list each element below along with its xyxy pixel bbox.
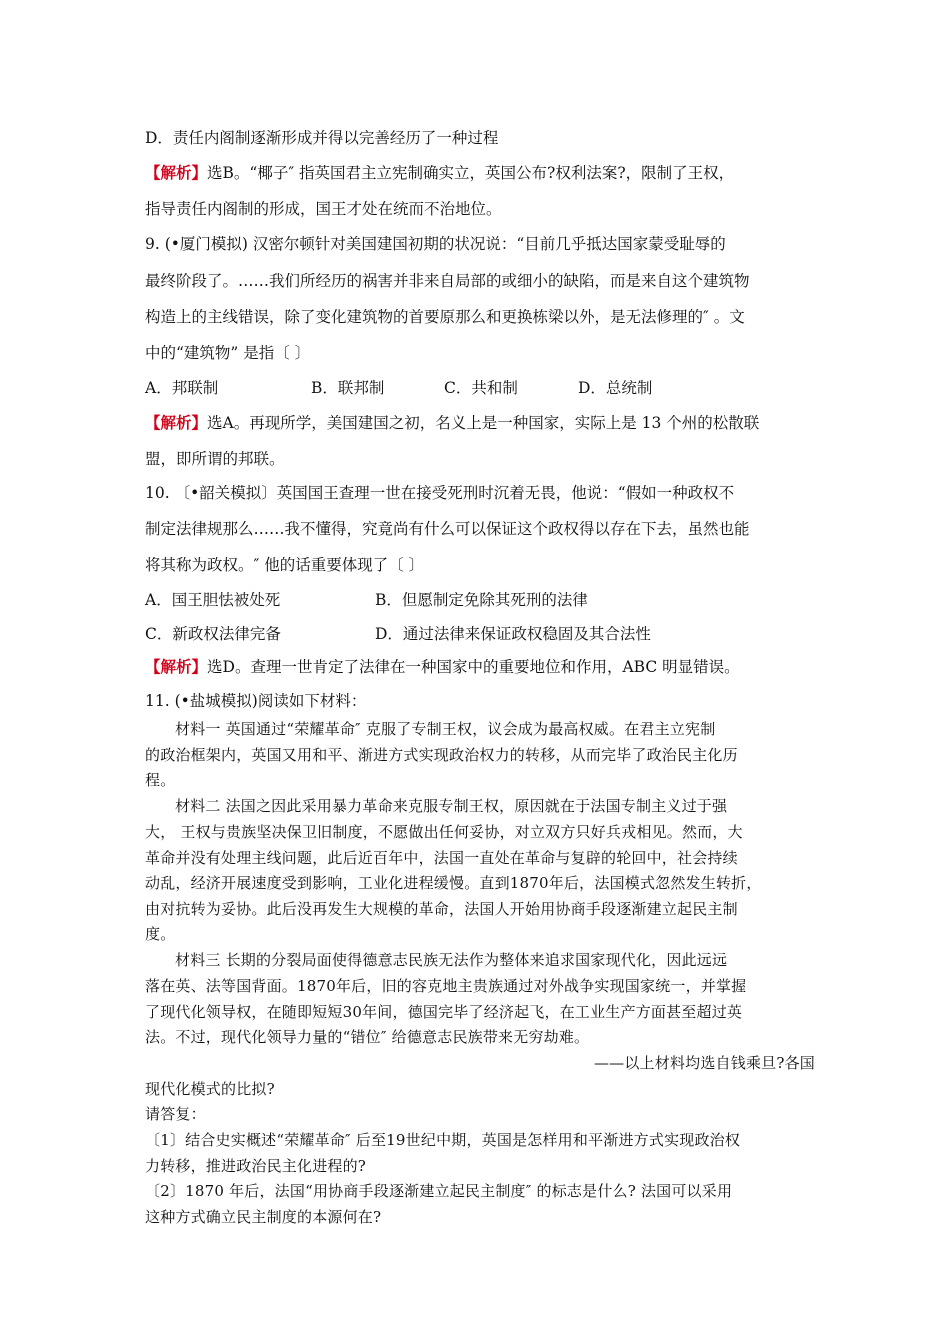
q11-stem: 11. (•盐城模拟)阅读如下材料：	[145, 692, 367, 710]
q9-stem-line1: 9. (•厦门模拟) 汉密尔顿针对美国建国初期的状况说：“目前几乎抵达国家蒙受耻辱的	[145, 235, 726, 253]
answer-tag: 【解析】	[145, 413, 208, 432]
sub-question-2-line1: 〔2〕1870 年后，法国“用协商手段逐渐建立起民主制度″ 的标志是什么? 法国可以采用	[145, 1182, 733, 1200]
sub-question-2-line2: 这种方式确立民主制度的本源何在?	[145, 1208, 382, 1226]
material-2-line5: 由对抗转为妥协。此后没再发生大规模的革命，法国人开始用协商手段逐渐建立起民主制	[145, 900, 738, 918]
q9-option-b: B．联邦制	[311, 379, 385, 397]
question-prompt: 请答复：	[145, 1105, 206, 1123]
answer-text: 选B。“椰子″ 指英国君主立宪制确实立，英国公布?权利法案?，限制了王权，	[207, 164, 735, 182]
q9-answer	[145, 413, 759, 433]
q9-option-a: A．邦联制	[145, 379, 219, 397]
q8-option-d: D．责任内阁制逐渐形成并得以完善经历了一种过程	[145, 129, 499, 147]
q9-stem-line4: 中的“建筑物” 是指〔 〕	[145, 344, 311, 362]
material-1-line2: 的政治框架内，英国又用和平、渐进方式实现政治权力的转移，从而完毕了政治民主化历	[145, 746, 738, 764]
material-3-line2: 落在英、法等国背面。1870年后，旧的容克地主贵族通过对外战争实现国家统一，并掌握	[145, 977, 747, 995]
material-1-line3: 程。	[145, 771, 176, 789]
q10-option-c: C．新政权法律完备	[145, 625, 281, 643]
q10-option-d: D．通过法律来保证政权稳固及其合法性	[375, 625, 651, 643]
q9-option-c: C．共和制	[444, 379, 518, 397]
material-3-line1: 材料三 长期的分裂局面使得德意志民族无法作为整体来追求国家现代化，因此远远	[175, 951, 728, 969]
q10-stem-line2: 制定法律规那么……我不懂得，究竟尚有什么可以保证这个政权得以存在下去，虽然也能	[145, 520, 750, 538]
source-citation-line1: ——以上材料均选自钱乘旦?各国	[593, 1054, 815, 1072]
sub-question-1-line2: 力转移，推进政治民主化进程的?	[145, 1157, 367, 1175]
sub-question-1-line1: 〔1〕结合史实概述“荣耀革命″ 后至19世纪中期，英国是怎样用和平渐进方式实现政治权	[145, 1131, 741, 1149]
source-citation-line2: 现代化模式的比拟?	[145, 1080, 275, 1098]
q8-answer-line2: 指导责任内阁制的形成，国王才处在统而不治地位。	[145, 200, 502, 218]
material-2-line6: 度。	[145, 925, 176, 943]
material-2-line2: 大， 王权与贵族坚决保卫旧制度，不愿做出任何妥协，对立双方只好兵戎相见。然而，大	[145, 823, 743, 841]
material-2-line3: 革命并没有处理主线问题，此后近百年中，法国一直处在革命与复辟的轮回中，社会持续	[145, 849, 738, 867]
q9-stem-line3: 构造上的主线错误，除了变化建筑物的首要原那么和更换栋梁以外，是无法修理的″ 。文	[145, 308, 745, 326]
material-2-line4: 动乱，经济开展速度受到影响，工业化进程缓慢。直到1870年后，法国模式忽然发生转折，	[145, 874, 762, 892]
material-2-line1: 材料二 法国之因此采用暴力革命来克服专制王权，原因就在于法国专制主义过于强	[175, 797, 728, 815]
answer-text: 选D。查理一世肯定了法律在一种国家中的重要地位和作用，ABC 明显错误。	[207, 658, 740, 676]
answer-tag: 【解析】	[145, 657, 208, 676]
answer-tag: 【解析】	[145, 163, 208, 182]
q10-answer	[145, 657, 740, 677]
q10-option-a: A．国王胆怯被处死	[145, 591, 281, 609]
material-1-line1: 材料一 英国通过“荣耀革命″ 克服了专制王权，议会成为最高权威。在君主立宪制	[175, 720, 716, 738]
answer-text: 选A。再现所学，美国建国之初，名义上是一种国家，实际上是 13 个州的松散联	[207, 414, 760, 432]
q8-answer	[145, 163, 734, 183]
q9-option-d: D．总统制	[578, 379, 653, 397]
q9-answer-line2: 盟，即所谓的邦联。	[145, 450, 285, 468]
q10-stem-line1: 10. 〔•韶关模拟〕英国国王查理一世在接受死刑时沉着无畏，他说：“假如一种政权不	[145, 484, 735, 502]
q9-stem-line2: 最终阶段了。……我们所经历的祸害并非来自局部的或细小的缺陷，而是来自这个建筑物	[145, 272, 750, 290]
q10-stem-line3: 将其称为政权。″ 他的话重要体现了〔 〕	[145, 556, 425, 574]
material-3-line3: 了现代化领导权，在随即短短30年间，德国完毕了经济起飞，在工业生产方面甚至超过英	[145, 1003, 743, 1021]
material-3-line4: 法。不过，现代化领导力量的“错位″ 给德意志民族带来无穷劫难。	[145, 1028, 590, 1046]
q10-option-b: B．但愿制定免除其死刑的法律	[375, 591, 588, 609]
